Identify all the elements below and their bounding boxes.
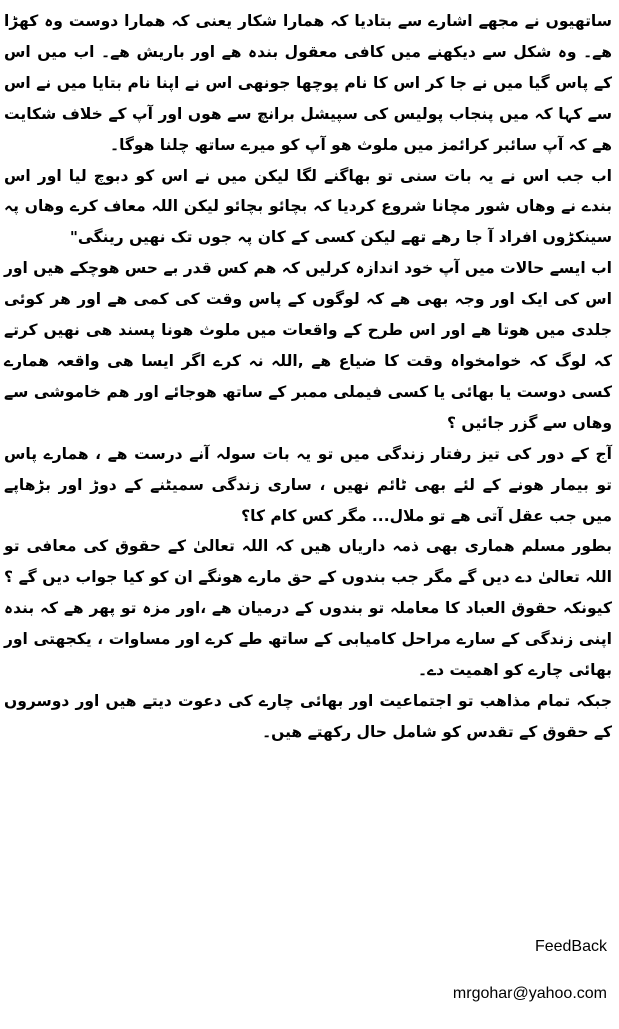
paragraph-2: اب جب اس نے یہ بات سنی تو بھاگنے لگا لیکن میں نے اس کو دبوچ لیا اور اس بندے نے وھاں شور مچانا شروع کردیا کہ بچائو بچائو لیکن اللہ معاف کرے وھاں پہ سینکڑوں افراد آ جا رھے تھے لیکن کسی کے کان پہ جوں تک نھیں رینگی"	[4, 166, 612, 247]
paragraph-1: ساتھیوں نے مجھے اشارے سے بتادیا کہ ھمارا شکار یعنی کہ ھمارا دوست وہ کھڑا ھے۔ وہ شکل سے دیکھنے میں کافی معقول بندہ ھے اور باریش ھے۔ اب میں اس کے پاس گیا میں نے جا کر اس کا نام پوچھا جونھی اس نے اپنا نام بتایا میں نے اس سے کہا کہ میں پنجاب پولیس کی سپیشل برانچ سے ھوں اور آپ کے خلاف شکایت ھے کہ آپ سائبر کرائمز میں ملوث ھو آپ کو میرے ساتھ چلنا ھوگا۔	[4, 12, 612, 154]
feedback-label: FeedBack	[534, 938, 607, 955]
paragraph-6: جبکہ تمام مذاھب تو اجتماعیت اور بھائی چارے کی دعوت دیتے ھیں اور دوسروں کے حقوق کے تقدس کو شامل حال رکھتے ھیں۔	[4, 691, 612, 741]
article-body	[4, 6, 612, 748]
paragraph-4: آج کے دور کی تیز رفتار زندگی میں تو یہ بات سولہ آنے درست ھے ، ھمارے پاس تو بیمار ھونے کے لئے بھی ٹائم نھیں ، ساری زندگی سمیٹنے کے دوڑ اور بڑھاپے میں جب عقل آتی ھے تو ملال... مگر کس کام کا؟	[4, 444, 612, 525]
paragraph-5: بطور مسلم ھماری بھی ذمہ داریاں ھیں کہ اللہ تعالیٰ کے حقوق کی معافی تو اللہ تعالیٰ دے دیں گے مگر جب بندوں کے حق مارے ھونگے ان کو کیا جواب دیں گے ؟ کیونکہ حقوق العباد کا معاملہ تو بندوں کے درمیان ھے ،اور مزہ تو پھر ھے کہ بندہ اپنی زندگی کے سارے مراحل کامیابی کے ساتھ طے کرے اور مساوات ، یکجھتی اور بھائی چارے کو اھمیت دے۔	[4, 537, 612, 680]
author-email: mrgohar@yahoo.com	[452, 985, 607, 1002]
paragraph-3: اب ایسے حالات میں آپ خود اندازہ کرلیں کہ ھم کس قدر بے حس ھوچکے ھیں اور اس کی ایک اور وجہ بھی ھے کہ لوگوں کے پاس وقت کی کمی ھے اور ھر کوئی جلدی میں ھوتا ھے اور اس طرح کے واقعات میں ملوث ھونا پسند ھی نھیں کرتے کہ لوگ کہ خوامخواہ وقت کا ضیاع ھے ,اللہ نہ کرے اگر ایسا ھی واقعہ ھمارے کسی دوست یا بھائی یا کسی فیملی ممبر کے ساتھ ھوجائے اور ھم خاموشی سے وھاں سے گزر جائیں ؟	[4, 259, 612, 432]
